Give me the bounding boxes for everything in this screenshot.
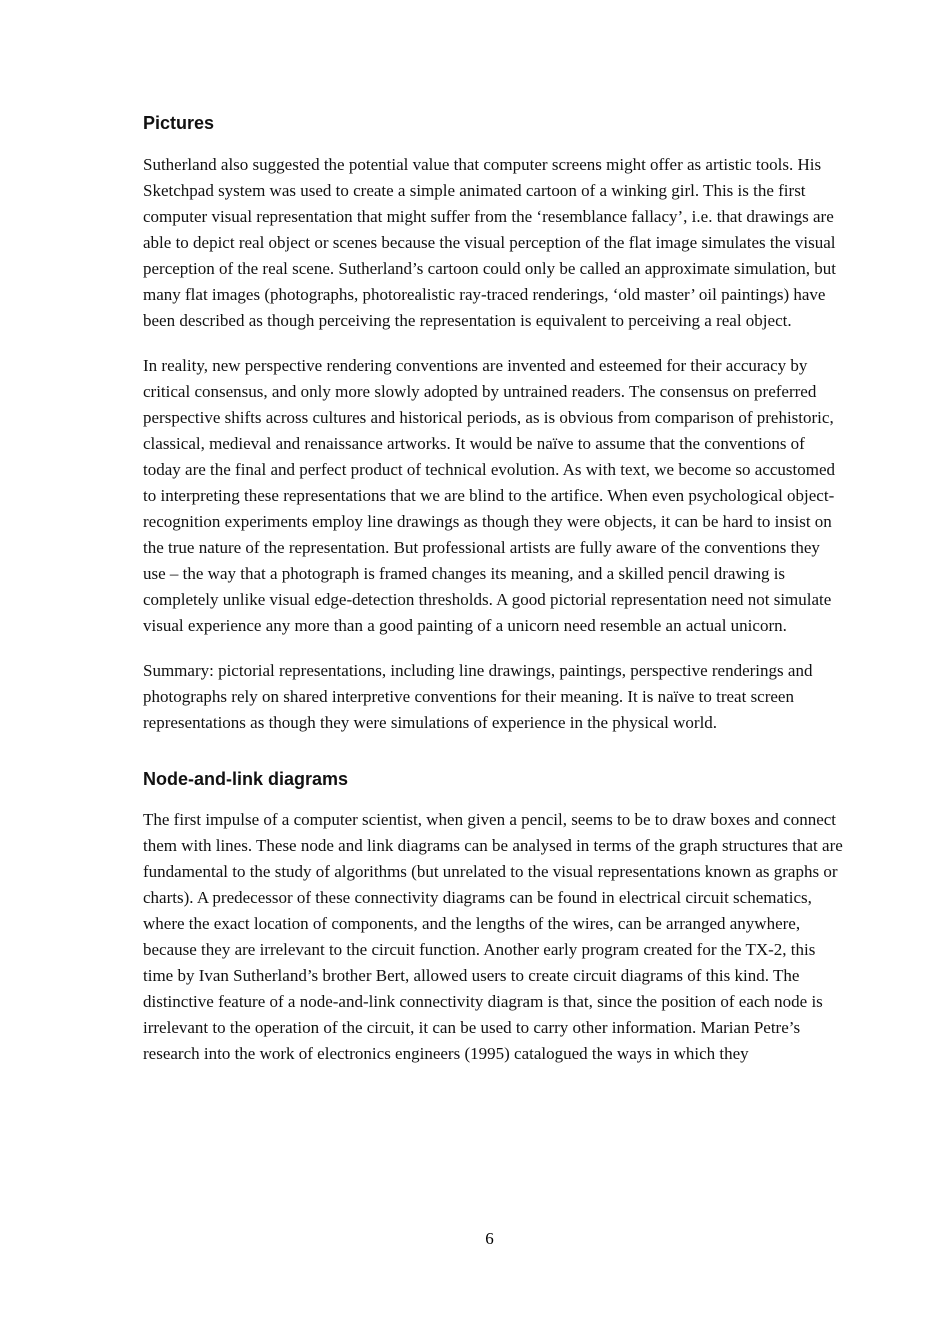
paragraph: Summary: pictorial representations, including line drawings, paintings, perspective renderings and photographs rely on shared interpretive conventions for their meaning. It is naïve to treat screen representations as though they were simulations of experience in the physical world.	[143, 661, 813, 732]
section-heading-pictures: Pictures	[143, 113, 215, 133]
paragraph: Sutherland also suggested the potential value that computer screens might offer as artistic tools. His Sketchpad system was used to create a simple animated cartoon of a winking girl. This is the first computer visual representation that might suffer from the ‘resemblance fallacy’, i.e. that drawings are able to depict real object or scenes because the visual perception of the flat image simulates the visual perception of the real scene. Sutherland’s cartoon could only be called an approximate simulation, but many flat images (photographs, photorealistic ray-traced renderings, ‘old master’ oil paintings) have been described as though perceiving the representation is equivalent to perceiving a real object.	[143, 155, 836, 330]
paragraph: The first impulse of a computer scientist, when given a pencil, seems to be to draw boxes and connect them with lines. These node and link diagrams can be analysed in terms of the graph structures that are fundamental to the study of algorithms (but unrelated to the visual representations known as graphs or charts). A predecessor of these connectivity diagrams can be found in electrical circuit schematics, where the exact location of components, and the lengths of the wires, can be arranged anywhere, because they are irrelevant to the circuit function. Another early program created for the TX-2, this time by Ivan Sutherland’s brother Bert, allowed users to create circuit diagrams of this kind. The distinctive feature of a node-and-link connectivity diagram is that, since the position of each node is irrelevant to the operation of the circuit, it can be used to carry other information. Marian Petre’s research into the work of electronics engineers (1995) catalogued the ways in which they	[143, 810, 843, 1063]
page-body	[143, 111, 843, 1086]
paragraph: In reality, new perspective rendering conventions are invented and esteemed for their accuracy by critical consensus, and only more slowly adopted by untrained readers. The consensus on preferred perspective shifts across cultures and historical periods, as is obvious from comparison of prehistoric, classical, medieval and renaissance artworks. It would be naïve to assume that the conventions of today are the final and perfect product of technical evolution. As with text, we become so accustomed to interpreting these representations that we are blind to the artifice. When even psychological object-recognition experiments employ line drawings as though they were objects, it can be hard to insist on the true nature of the representation. But professional artists are fully aware of the conventions they use – the way that a photograph is framed changes its meaning, and a skilled pencil drawing is completely unlike visual edge-detection thresholds. A good pictorial representation need not simulate visual experience any more than a good painting of a unicorn need resemble an actual unicorn.	[143, 356, 836, 635]
page-number: 6	[485, 1229, 494, 1248]
section-heading-node-and-link: Node-and-link diagrams	[143, 769, 349, 789]
